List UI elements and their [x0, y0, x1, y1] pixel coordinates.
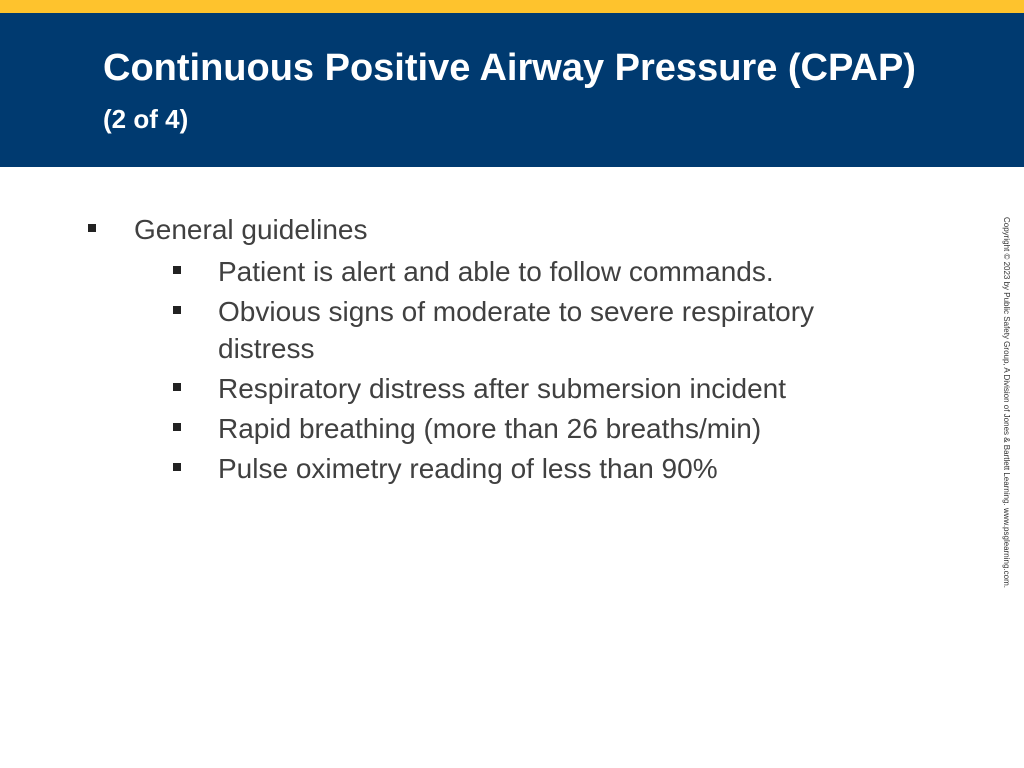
bullet-general-guidelines	[88, 210, 888, 487]
slide-counter: (2 of 4)	[103, 104, 189, 134]
square-bullet-icon	[88, 224, 96, 232]
accent-stripe	[0, 0, 1024, 13]
copyright-notice: Copyright © 2023 by Public Safety Group, A Division of Jones & Bartlett Learning. www.psglearning.com.	[1002, 217, 1011, 588]
sub-bullet-text: Pulse oximetry reading of less than 90%	[218, 453, 718, 484]
square-bullet-icon	[173, 423, 181, 431]
slide-title	[103, 44, 923, 143]
square-bullet-icon	[173, 266, 181, 274]
sub-bullet-text: Obvious signs of moderate to severe respiratory distress	[218, 296, 815, 364]
slide-title-main: Continuous Positive Airway Pressure (CPAP)	[103, 47, 916, 89]
square-bullet-icon	[173, 463, 181, 471]
sub-bullet-text: Patient is alert and able to follow commands.	[218, 256, 774, 287]
square-bullet-icon	[173, 306, 181, 314]
square-bullet-icon	[173, 383, 181, 391]
sub-bullet-item	[172, 293, 888, 367]
bullet-label: General guidelines	[134, 214, 368, 245]
sub-bullet-text: Respiratory distress after submersion incident	[218, 373, 787, 404]
slide-content	[88, 210, 888, 487]
sub-bullet-item	[172, 253, 888, 290]
sub-bullet-item	[172, 410, 888, 447]
sub-bullet-list	[134, 253, 888, 487]
bullet-list	[88, 210, 888, 487]
sub-bullet-text: Rapid breathing (more than 26 breaths/min)	[218, 413, 762, 444]
sub-bullet-item	[172, 370, 888, 407]
sub-bullet-item	[172, 450, 888, 487]
